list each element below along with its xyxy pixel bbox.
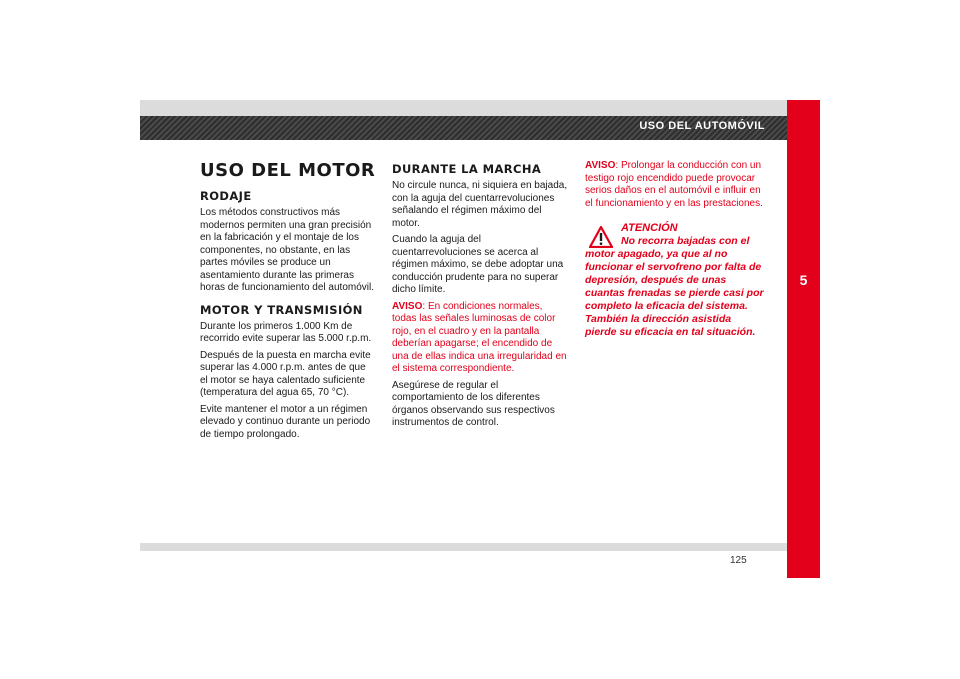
paragraph: Cuando la aguja del cuentarrevoluciones se acerca al régimen máximo, se debe adoptar una conducción prudente para no superar dicho límite.	[392, 234, 564, 295]
column-2	[392, 160, 568, 434]
warning-box	[585, 222, 765, 339]
aviso-text: : Prolongar la conducción con un testigo rojo encendido puede provocar serios daños en el automóvil e influir en el funcionamiento y en las prestaciones.	[585, 160, 763, 209]
aviso-note	[392, 301, 568, 376]
bottom-band	[140, 543, 787, 551]
paragraph: Después de la puesta en marcha evite superar las 4.000 r.p.m. antes de que el motor se haya calentado suficiente (temperatura del agua 65, 70 °C).	[200, 349, 371, 398]
paragraph: No circule nunca, ni siquiera en bajada, con la aguja del cuentarrevoluciones señalando el régimen máximo del motor.	[392, 180, 568, 229]
aviso-label: AVISO	[585, 160, 616, 171]
page-number: 125	[730, 555, 747, 566]
header-title: USO DEL AUTOMÓVIL	[639, 120, 765, 132]
page-title: USO DEL MOTOR	[200, 160, 376, 181]
top-band	[140, 100, 787, 116]
warning-triangle-icon	[589, 226, 613, 248]
warning-heading: ATENCIÓN	[621, 222, 678, 234]
paragraph: Durante los primeros 1.000 Km de recorrido evite superar las 5.000 r.p.m.	[200, 320, 372, 344]
aviso-note	[585, 160, 765, 210]
paragraph: Evite mantener el motor a un régimen elevado y continuo durante un periodo de tiempo prolongado.	[200, 403, 371, 440]
section-heading-rodaje: RODAJE	[200, 189, 252, 203]
chapter-number: 5	[799, 272, 808, 288]
section-heading-durante-marcha: DURANTE LA MARCHA	[392, 162, 542, 176]
warning-text: No recorra bajadas con el motor apagado, ya que al no funcionar el servofreno por falta de depresión, después de unas cuantas frenadas se pierde casi por completo la eficacia del sistema. También la dirección asistida pierde su eficacia en tal situación.	[585, 235, 764, 338]
section-heading-motor-transmision: MOTOR Y TRANSMISIÓN	[200, 302, 363, 317]
chapter-tab	[787, 100, 820, 578]
aviso-label: AVISO	[392, 300, 423, 312]
header-bar	[140, 116, 787, 140]
column-3	[585, 160, 765, 339]
aviso-text: : En condiciones normales, todas las señales luminosas de color rojo, en el cuadro y en la pantalla deberían apagarse; el encendido de una de ellas indica una irregularidad en el sistema correspondiente.	[392, 300, 567, 374]
column-1	[200, 160, 376, 445]
paragraph: Asegúrese de regular el comportamiento de los diferentes órganos observando sus respectivos instrumentos de control.	[392, 379, 555, 428]
paragraph: Los métodos constructivos más modernos permiten una gran precisión en la fabricación y el montaje de los componentes, no obstante, en las partes móviles se produce un asentamiento durante las primeras horas de funcionamiento del automóvil.	[200, 207, 374, 293]
